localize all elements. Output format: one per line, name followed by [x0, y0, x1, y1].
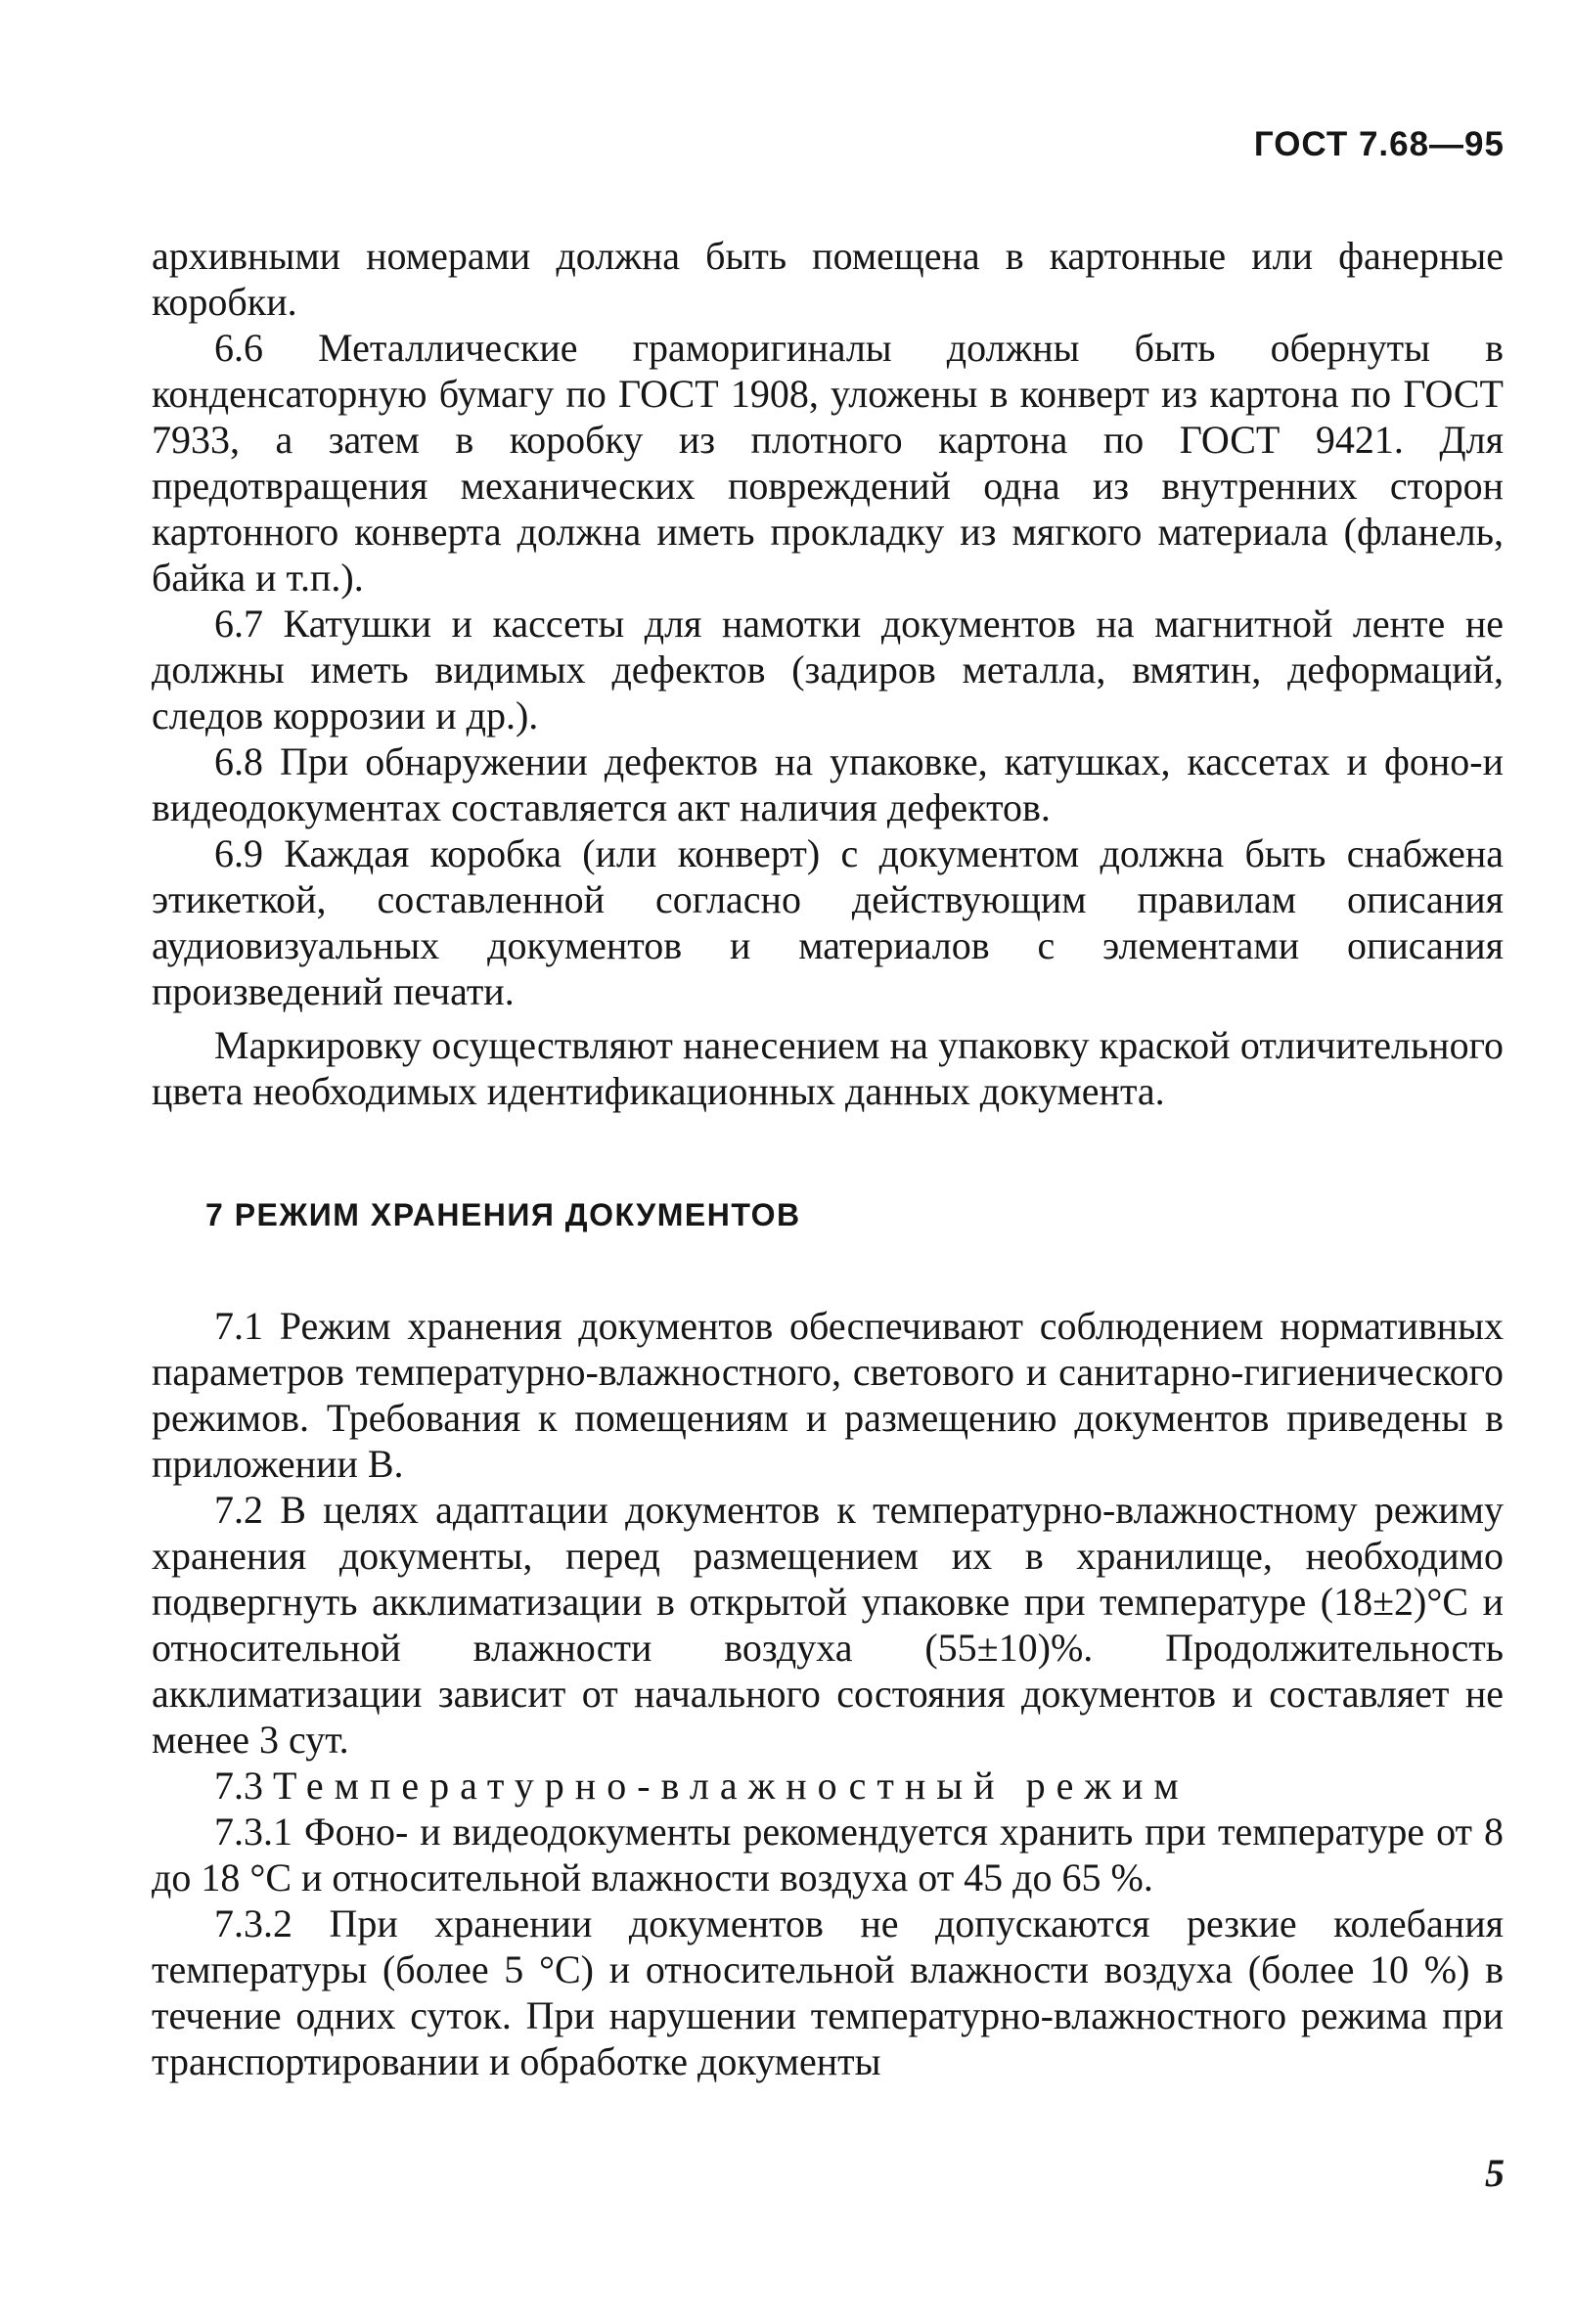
page-number: 5 — [1485, 2151, 1505, 2195]
paragraph-7-2: 7.2 В целях адаптации документов к температурно-влажностному режиму хранения документы, перед размещением их в хранилище, необходимо подвергнуть акклиматизации в открытой упаковке при температуре (18±2)°С и относительной влажности воздуха (55±10)%. Продолжительность акклиматизации зависит от начального состояния документов и составляет не менее 3 сут. — [152, 1488, 1504, 1762]
paragraph-6-7: 6.7 Катушки и кассеты для намотки документов на магнитной ленте не должны иметь видимых дефектов (задиров металла, вмятин, деформаций, следов коррозии и др.). — [152, 602, 1504, 737]
subsection-7-3-title: Температурно-влажностный режим — [273, 1764, 1190, 1808]
paragraph-marking: Маркировку осуществляют нанесением на упаковку краской отличительного цвета необходимых идентификационных данных документа. — [152, 1023, 1504, 1113]
paragraph-6-6: 6.6 Металлические граморигиналы должны быть обернуты в конденсаторную бумагу по ГОСТ 1908, уложены в конверт из картона по ГОСТ 7933, а затем в коробку из плотного картона по ГОСТ 9421. Для предотвращения механических повреждений одна из внутренних сторон картонного конверта должна иметь прокладку из мягкого материала (фланель, байка и т.п.). — [152, 326, 1504, 600]
running-header-standard-code: ГОСТ 7.68—95 — [1253, 125, 1505, 163]
section-7-heading: 7 РЕЖИМ ХРАНЕНИЯ ДОКУМЕНТОВ — [205, 1197, 801, 1232]
subsection-7-3-heading — [152, 1763, 1504, 1809]
paragraph-continuation: архивными номерами должна быть помещена в картонные или фанерные коробки. — [152, 234, 1504, 324]
paragraph-7-1: 7.1 Режим хранения документов обеспечивают соблюдением нормативных параметров температурно-влажностного, светового и санитарно-гигиенического режимов. Требования к помещениям и размещению документов приведены в приложении В. — [152, 1304, 1504, 1486]
paragraph-6-9: 6.9 Каждая коробка (или конверт) с документом должна быть снабжена этикеткой, составленной согласно действующим правилам описания аудиовизуальных документов и материалов с элементами описания произведений печати. — [152, 831, 1504, 1013]
main-text — [152, 233, 1504, 2084]
subsection-7-3-number: 7.3 — [214, 1764, 263, 1808]
paragraph-7-3-2: 7.3.2 При хранении документов не допускаются резкие колебания температуры (более 5 °С) и относительной влажности воздуха (более 10 %) в течение одних суток. При нарушении температурно-влажностного режима при транспортировании и обработке документы — [152, 1901, 1504, 2083]
paragraph-6-8: 6.8 При обнаружении дефектов на упаковке, катушках, кассетах и фоно-и видеодокументах составляется акт наличия дефектов. — [152, 739, 1504, 829]
paragraph-7-3-1: 7.3.1 Фоно- и видеодокументы рекомендуется хранить при температуре от 8 до 18 °С и относительной влажности воздуха от 45 до 65 %. — [152, 1810, 1504, 1899]
